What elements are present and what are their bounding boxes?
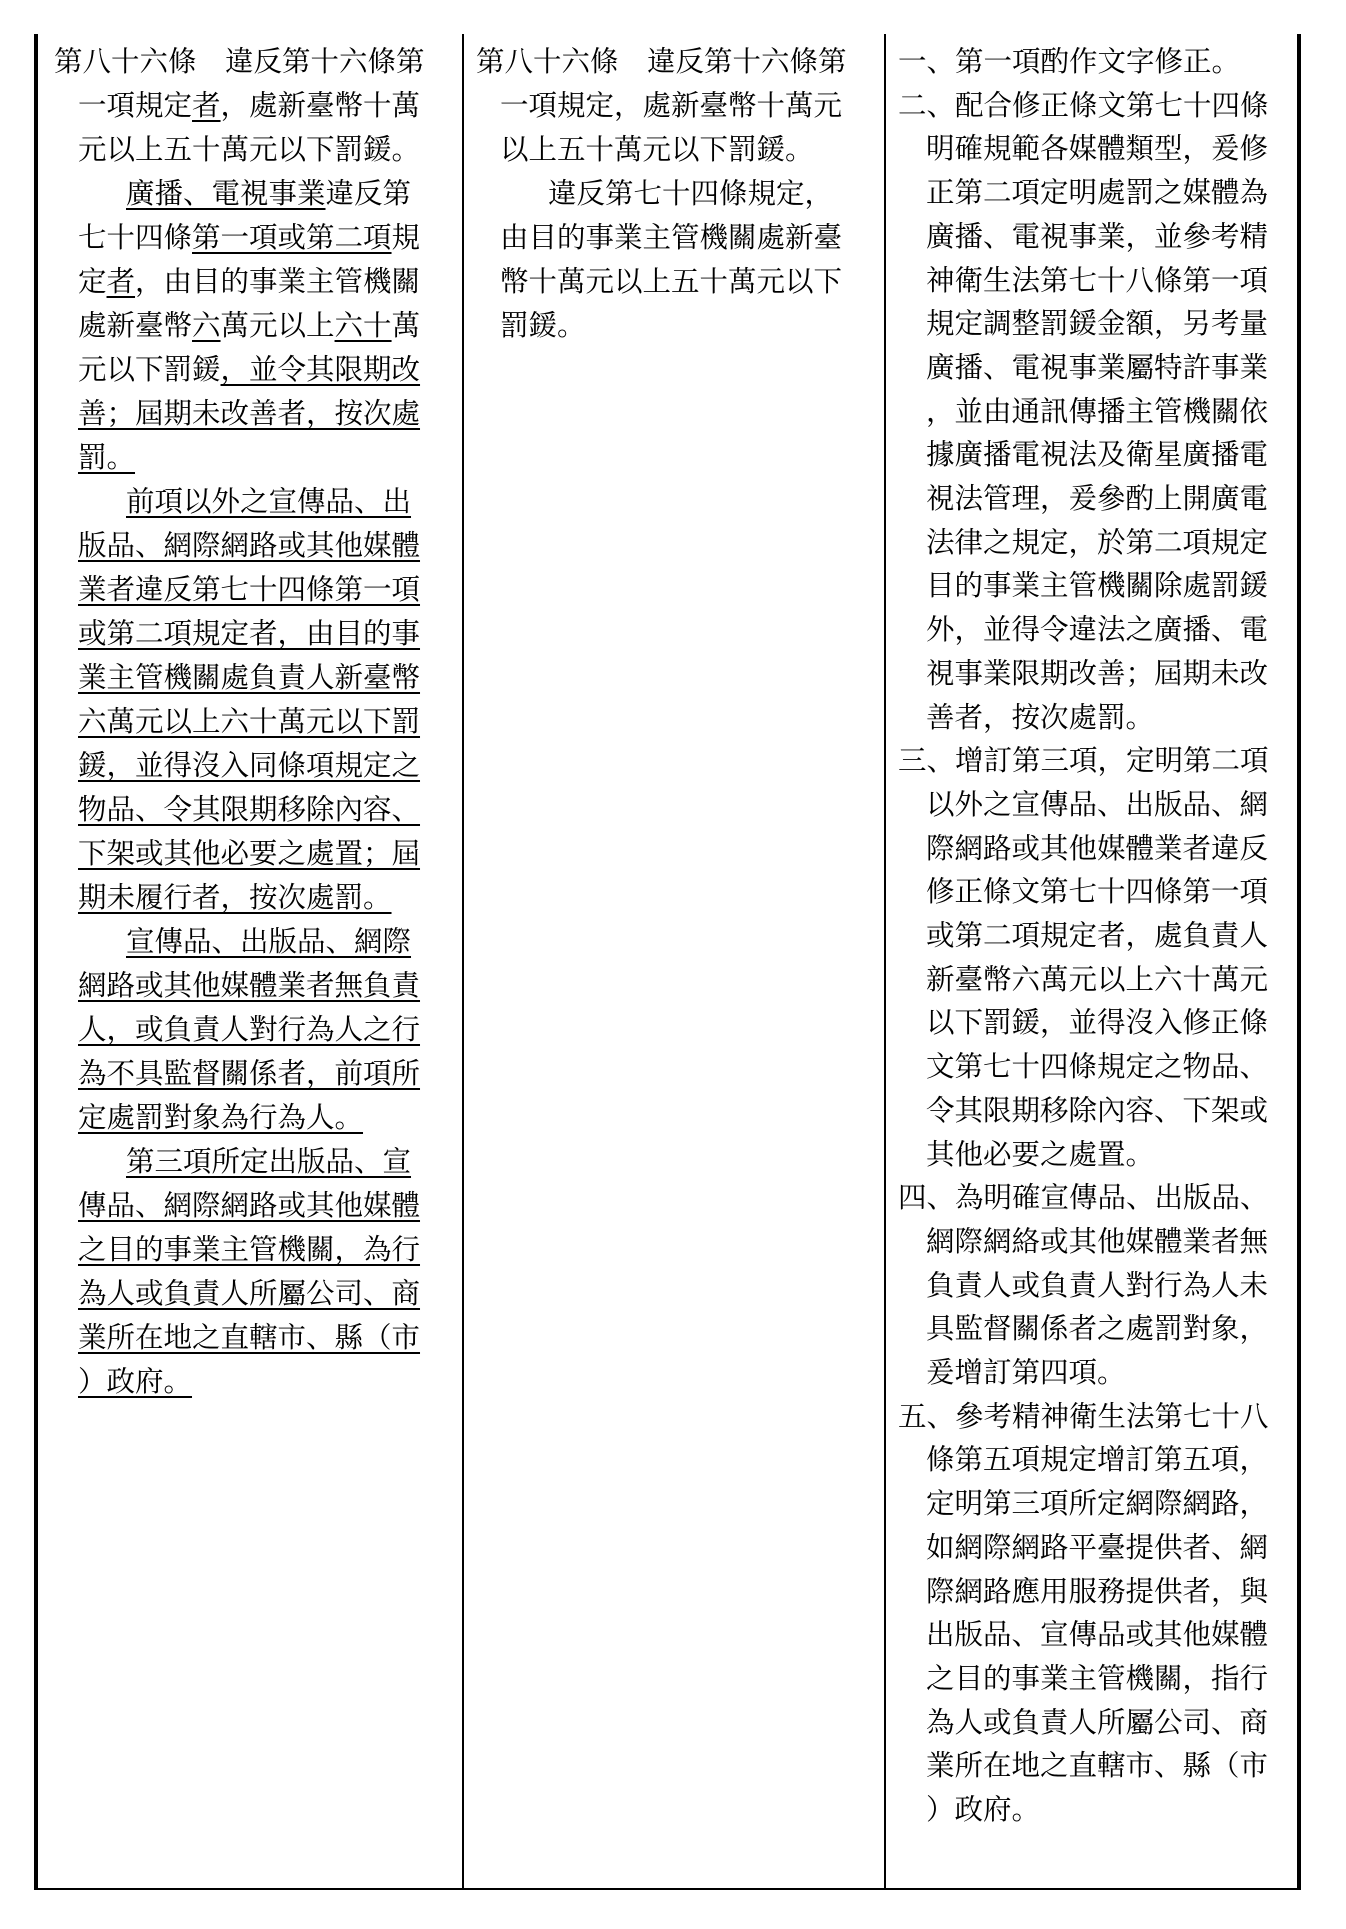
explanation-line: [926, 1744, 1268, 1788]
amended-text-column: [38, 34, 460, 1888]
explanation-text-segment: 三、增訂第三項，定明第二項: [898, 744, 1269, 778]
amended-text-line: [78, 1360, 192, 1404]
amended-text-line: [126, 480, 411, 524]
amended-text-line: [78, 84, 420, 128]
explanation-line: [898, 739, 1269, 783]
explanation-line: [926, 433, 1268, 477]
amended-text-line: [78, 392, 420, 436]
explanation-line: [926, 564, 1268, 608]
current-text-line: [500, 304, 586, 348]
explanation-text-segment: 或第二項規定者，處負責人: [926, 919, 1269, 952]
explanation-column: [884, 34, 1303, 1888]
explanation-text-segment: 際網路應用服務提供者，與: [926, 1574, 1269, 1608]
current-text-text-segment: 罰鍰。: [500, 309, 586, 342]
explanation-line: [926, 1438, 1268, 1482]
explanation-line: [926, 914, 1268, 958]
amended-text-text-segment: 前項以外之宣傳品、出: [126, 485, 412, 518]
explanation-text-segment: 外，並得令違法之廣播、電: [926, 613, 1269, 647]
explanation-line: [926, 1701, 1268, 1745]
explanation-text-segment: 法律之規定，於第二項規定: [926, 525, 1269, 559]
explanation-line: [926, 1264, 1268, 1308]
amended-text-text-segment: 一項規定: [78, 89, 193, 122]
amended-text-text-segment: 業主管機關處負責人新臺幣: [78, 661, 421, 694]
amended-text-text-segment: 萬元以上: [220, 309, 335, 342]
explanation-line: [898, 1395, 1269, 1439]
explanation-text-segment: 令其限期移除內容、下架或: [926, 1093, 1269, 1127]
current-text-text-segment: 第八十六條 違反第十六條第: [476, 45, 847, 78]
explanation-text-segment: 以外之宣傳品、出版品、網: [926, 787, 1269, 821]
explanation-text-segment: ）政府。: [926, 1793, 1041, 1826]
amended-text-line: [78, 1228, 420, 1272]
explanation-text-segment: 以下罰鍰，並得沒入修正條: [926, 1006, 1269, 1040]
amended-text-text-segment: 廣播、電視事業: [126, 177, 326, 210]
current-text-text-segment: 以上五十萬元以下罰鍰。: [500, 133, 814, 166]
explanation-text-segment: 業所在地之直轄市、縣（市: [926, 1749, 1269, 1783]
amended-text-text-segment: 元以下罰鍰: [78, 353, 221, 386]
amended-text-line: [78, 744, 420, 788]
current-text-line: [500, 216, 842, 260]
amended-text-text-segment: 為人或負責人所屬公司、商: [78, 1277, 421, 1310]
amended-text-line: [78, 612, 420, 656]
amended-text-text-segment: 或第二項規定者，由目的事: [78, 617, 421, 650]
amended-text-text-segment: 定處罰對象為行為人。: [78, 1101, 364, 1134]
comparison-table: [34, 34, 1301, 1890]
amended-text-text-segment: 版品、網際網路或其他媒體: [78, 529, 421, 562]
explanation-text-segment: 明確規範各媒體類型，爰修: [926, 132, 1269, 166]
amended-text-text-segment: ）政府。: [78, 1365, 193, 1398]
explanation-text-segment: 二、配合修正條文第七十四條: [898, 88, 1269, 122]
current-text-line: [548, 172, 833, 216]
amended-text-line: [78, 1008, 420, 1052]
amended-text-text-segment: 六萬元以上六十萬元以下罰: [78, 705, 421, 738]
explanation-line: [926, 259, 1268, 303]
explanation-line: [926, 171, 1268, 215]
amended-text-line: [78, 524, 420, 568]
explanation-text-segment: 際網路或其他媒體業者違反: [926, 831, 1269, 865]
explanation-text-segment: 網際網絡或其他媒體業者無: [926, 1224, 1269, 1258]
amended-text-text-segment: 六: [192, 309, 221, 342]
amended-text-line: [78, 260, 420, 304]
explanation-text-segment: 規定調整罰鍰金額，另考量: [926, 307, 1269, 341]
amended-text-text-segment: 六十: [334, 309, 392, 342]
explanation-text-segment: 目的事業主管機關除處罰鍰: [926, 569, 1269, 603]
amended-text-text-segment: 者: [106, 265, 136, 298]
amended-text-text-segment: ，處新臺幣十萬: [220, 89, 421, 122]
explanation-line: [898, 1176, 1269, 1220]
explanation-text-segment: 修正條文第七十四條第一項: [926, 875, 1269, 909]
explanation-text-segment: 其他必要之處置。: [926, 1137, 1155, 1171]
explanation-line: [926, 870, 1268, 914]
explanation-text-segment: 神衛生法第七十八條第一項: [926, 263, 1269, 297]
amended-text-line: [78, 128, 420, 172]
amended-text-text-segment: 網路或其他媒體業者無負責: [78, 969, 421, 1002]
explanation-text-segment: 視法管理，爰參酌上開廣電: [926, 482, 1269, 515]
explanation-line: [926, 302, 1268, 346]
explanation-line: [926, 1001, 1268, 1045]
amended-text-line: [78, 216, 420, 260]
amended-text-text-segment: ，並令其限期改: [220, 353, 421, 386]
explanation-text-segment: 廣播、電視事業屬特許事業: [926, 350, 1269, 384]
amended-text-line: [78, 1052, 420, 1096]
amended-text-text-segment: 處新臺幣: [78, 309, 193, 342]
amended-text-text-segment: 為不具監督關係者，前項所: [78, 1057, 421, 1090]
explanation-line: [926, 1307, 1268, 1351]
explanation-line: [926, 521, 1268, 565]
amended-text-line: [78, 964, 420, 1008]
explanation-text-segment: ，並由通訊傳播主管機關依: [926, 394, 1269, 428]
explanation-text-segment: 視事業限期改善；屆期未改: [926, 656, 1269, 690]
explanation-text-segment: 條第五項規定增訂第五項，: [926, 1443, 1269, 1477]
current-text-text-segment: 由目的事業主管機關處新臺: [500, 221, 843, 254]
explanation-line: [926, 346, 1268, 390]
explanation-line: [926, 827, 1268, 871]
explanation-text-segment: 具監督關係者之處罰對象，: [926, 1312, 1269, 1346]
amended-text-text-segment: 七十四條: [78, 221, 193, 254]
amended-text-text-segment: 宣傳品、出版品、網際: [126, 925, 412, 958]
amended-text-line: [54, 40, 425, 84]
explanation-line: [926, 696, 1154, 740]
explanation-line: [926, 215, 1268, 259]
amended-text-text-segment: 違反第: [325, 177, 412, 210]
amended-text-line: [126, 920, 411, 964]
amended-text-line: [78, 700, 420, 744]
explanation-line: [926, 1089, 1268, 1133]
current-text-text-segment: 違反第七十四條規定，: [548, 177, 834, 210]
amended-text-text-segment: 規: [391, 221, 421, 254]
explanation-line: [926, 1613, 1268, 1657]
explanation-text-segment: 定明第三項所定網際網路，: [926, 1487, 1269, 1521]
amended-text-text-segment: 人，或負責人對行為人之行: [78, 1013, 421, 1046]
amended-text-line: [78, 568, 420, 612]
amended-text-text-segment: 罰。: [78, 441, 136, 474]
amended-text-line: [78, 1272, 420, 1316]
amended-text-text-segment: 傳品、網際網路或其他媒體: [78, 1189, 421, 1222]
amended-text-line: [78, 656, 420, 700]
amended-text-text-segment: 業者違反第七十四條第一項: [78, 573, 421, 606]
explanation-line: [926, 783, 1268, 827]
explanation-line: [926, 1788, 1040, 1832]
explanation-text-segment: 新臺幣六萬元以上六十萬元: [926, 962, 1269, 996]
amended-text-text-segment: 第八十六條 違反第十六條第: [54, 45, 425, 78]
amended-text-text-segment: 下架或其他必要之處置；屆: [78, 837, 421, 870]
amended-text-line: [78, 876, 392, 920]
amended-text-line: [126, 172, 411, 216]
explanation-text-segment: 之目的事業主管機關，指行: [926, 1661, 1269, 1695]
amended-text-text-segment: 者: [192, 89, 221, 122]
amended-text-line: [78, 788, 420, 832]
amended-text-text-segment: 物品、令其限期移除內容、: [78, 793, 421, 826]
explanation-line: [926, 1482, 1268, 1526]
explanation-text-segment: 文第七十四條規定之物品、: [926, 1050, 1269, 1084]
amended-text-text-segment: 之目的事業主管機關，為行: [78, 1233, 421, 1266]
explanation-line: [926, 1045, 1268, 1089]
explanation-text-segment: 出版品、宣傳品或其他媒體: [926, 1618, 1269, 1652]
explanation-text-segment: 善者，按次處罰。: [926, 700, 1155, 734]
current-text-column: [462, 34, 884, 1888]
explanation-text-segment: 正第二項定明處罰之媒體為: [926, 176, 1269, 210]
explanation-text-segment: 廣播、電視事業，並參考精: [926, 219, 1269, 253]
explanation-line: [926, 1133, 1154, 1177]
amended-text-text-segment: ，由目的事業主管機關: [135, 265, 421, 298]
explanation-line: [926, 608, 1268, 652]
explanation-line: [898, 84, 1269, 128]
current-text-text-segment: 幣十萬元以上五十萬元以下: [500, 265, 843, 298]
explanation-line: [926, 390, 1268, 434]
explanation-text-segment: 爰增訂第四項。: [926, 1356, 1126, 1389]
amended-text-line: [126, 1140, 411, 1184]
explanation-text-segment: 據廣播電視法及衛星廣播電: [926, 438, 1269, 472]
explanation-line: [926, 1526, 1268, 1570]
explanation-text-segment: 四、為明確宣傳品、出版品、: [898, 1181, 1269, 1215]
explanation-line: [926, 1220, 1268, 1264]
amended-text-line: [78, 1316, 420, 1360]
explanation-text-segment: 五、參考精神衛生法第七十八: [898, 1399, 1269, 1433]
explanation-text-segment: 負責人或負責人對行為人未: [926, 1268, 1269, 1302]
amended-text-line: [78, 1096, 363, 1140]
amended-text-text-segment: 鍰，並得沒入同條項規定之: [78, 749, 421, 782]
explanation-line: [926, 477, 1268, 521]
amended-text-line: [78, 1184, 420, 1228]
current-text-line: [500, 260, 842, 304]
current-text-line: [476, 40, 847, 84]
current-text-text-segment: 一項規定，處新臺幣十萬元: [500, 89, 843, 122]
explanation-line: [898, 40, 1240, 84]
explanation-text-segment: 為人或負責人所屬公司、商: [926, 1705, 1269, 1739]
explanation-text-segment: 如網際網路平臺提供者、網: [926, 1530, 1269, 1564]
current-text-line: [500, 128, 814, 172]
amended-text-text-segment: 善；屆期未改善者，按次處: [78, 397, 421, 430]
amended-text-text-segment: 第一項或第二項: [192, 221, 392, 254]
amended-text-text-segment: 期未履行者，按次處罰。: [78, 881, 392, 914]
explanation-line: [926, 1570, 1268, 1614]
amended-text-line: [78, 348, 420, 392]
amended-text-line: [78, 832, 420, 876]
explanation-line: [926, 652, 1268, 696]
explanation-text-segment: 一、第一項酌作文字修正。: [898, 45, 1241, 78]
amended-text-text-segment: 業所在地之直轄市、縣（市: [78, 1321, 421, 1354]
current-text-line: [500, 84, 842, 128]
amended-text-line: [78, 436, 135, 480]
amended-text-text-segment: 萬: [391, 309, 421, 342]
explanation-line: [926, 127, 1268, 171]
amended-text-line: [78, 304, 420, 348]
amended-text-text-segment: 元以上五十萬元以下罰鍰。: [78, 133, 421, 166]
amended-text-text-segment: 定: [78, 265, 107, 298]
explanation-line: [926, 1351, 1126, 1395]
explanation-line: [926, 958, 1268, 1002]
amended-text-text-segment: 第三項所定出版品、宣: [126, 1145, 412, 1178]
explanation-line: [926, 1657, 1268, 1701]
